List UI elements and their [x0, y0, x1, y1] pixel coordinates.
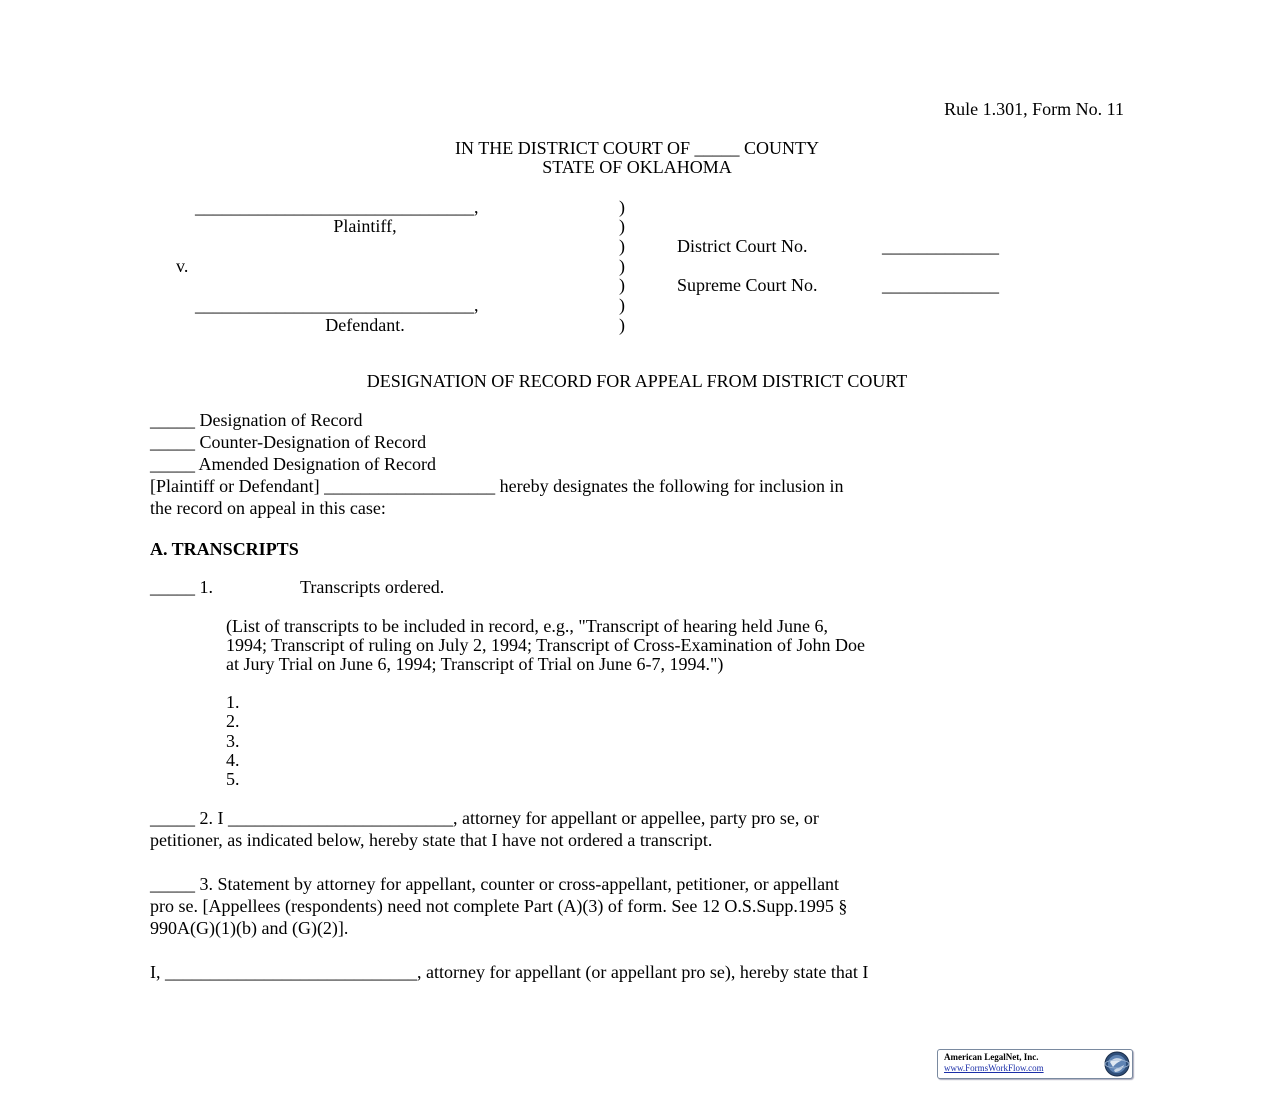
numbered-item: 2.: [226, 711, 240, 731]
versus-label: v.: [176, 256, 189, 276]
court-heading-line1: IN THE DISTRICT COURT OF _____ COUNTY: [455, 138, 819, 158]
option-counter-designation[interactable]: _____ Counter-Designation of Record: [150, 432, 427, 452]
intro-line-2: the record on appeal in this case:: [150, 498, 386, 518]
numbered-item: 5.: [226, 769, 240, 789]
logo-website-link[interactable]: www.FormsWorkFlow.com: [944, 1063, 1044, 1073]
numbered-item: 1.: [226, 692, 240, 712]
defendant-blank: _______________________________,: [195, 295, 479, 315]
district-court-no-label: District Court No.: [677, 236, 808, 256]
example-line: (List of transcripts to be included in record, e.g., "Transcript of hearing held June 6,: [226, 616, 829, 636]
defendant-label: Defendant.: [325, 315, 405, 335]
item3-line: 990A(G)(1)(b) and (G)(2)].: [150, 918, 349, 938]
example-line: 1994; Transcript of ruling on July 2, 1994; Transcript of Cross-Examination of John Doe: [226, 635, 865, 655]
plaintiff-blank: _______________________________,: [195, 197, 479, 217]
caption-paren: ): [619, 275, 625, 295]
rule-reference: Rule 1.301, Form No. 11: [944, 99, 1124, 119]
globe-icon: [1104, 1051, 1130, 1077]
item1-text: Transcripts ordered.: [300, 577, 445, 597]
plaintiff-label: Plaintiff,: [333, 216, 397, 236]
item2-line: _____ 2. I _________________________, attorney for appellant or appellee, party pro se, or: [150, 808, 819, 828]
logo-company: American LegalNet, Inc.: [944, 1052, 1039, 1062]
supreme-court-no-label: Supreme Court No.: [677, 275, 818, 295]
caption-paren: ): [619, 197, 625, 217]
statement-line: I, ____________________________, attorney for appellant (or appellant pro se), hereby state that I: [150, 962, 869, 982]
american-legalnet-logo[interactable]: [937, 1049, 1133, 1079]
caption-paren: ): [619, 295, 625, 315]
item3-line: _____ 3. Statement by attorney for appellant, counter or cross-appellant, petitioner, or appellant: [150, 874, 840, 894]
option-designation[interactable]: _____ Designation of Record: [150, 410, 363, 430]
numbered-item: 3.: [226, 731, 240, 751]
option-amended-designation[interactable]: _____ Amended Designation of Record: [150, 454, 436, 474]
example-line: at Jury Trial on June 6, 1994; Transcript of Trial on June 6-7, 1994."): [226, 654, 724, 674]
supreme-court-no-field[interactable]: _____________: [882, 275, 999, 295]
document-title: DESIGNATION OF RECORD FOR APPEAL FROM DISTRICT COURT: [366, 371, 908, 391]
intro-line-1: [Plaintiff or Defendant] ___________________ hereby designates the following for inclusion in: [150, 476, 844, 496]
numbered-item: 4.: [226, 750, 240, 770]
court-heading-line2: STATE OF OKLAHOMA: [542, 157, 732, 177]
item2-line: petitioner, as indicated below, hereby state that I have not ordered a transcript.: [150, 830, 713, 850]
section-a-heading: A. TRANSCRIPTS: [150, 539, 299, 559]
caption-paren: ): [619, 256, 625, 276]
item1-blank[interactable]: _____ 1.: [150, 577, 213, 597]
caption-paren: ): [619, 315, 625, 335]
caption-paren: ): [619, 216, 625, 236]
item3-line: pro se. [Appellees (respondents) need not complete Part (A)(3) of form. See 12 O.S.Supp.1995 §: [150, 896, 848, 916]
caption-paren: ): [619, 236, 625, 256]
district-court-no-field[interactable]: _____________: [882, 236, 999, 256]
